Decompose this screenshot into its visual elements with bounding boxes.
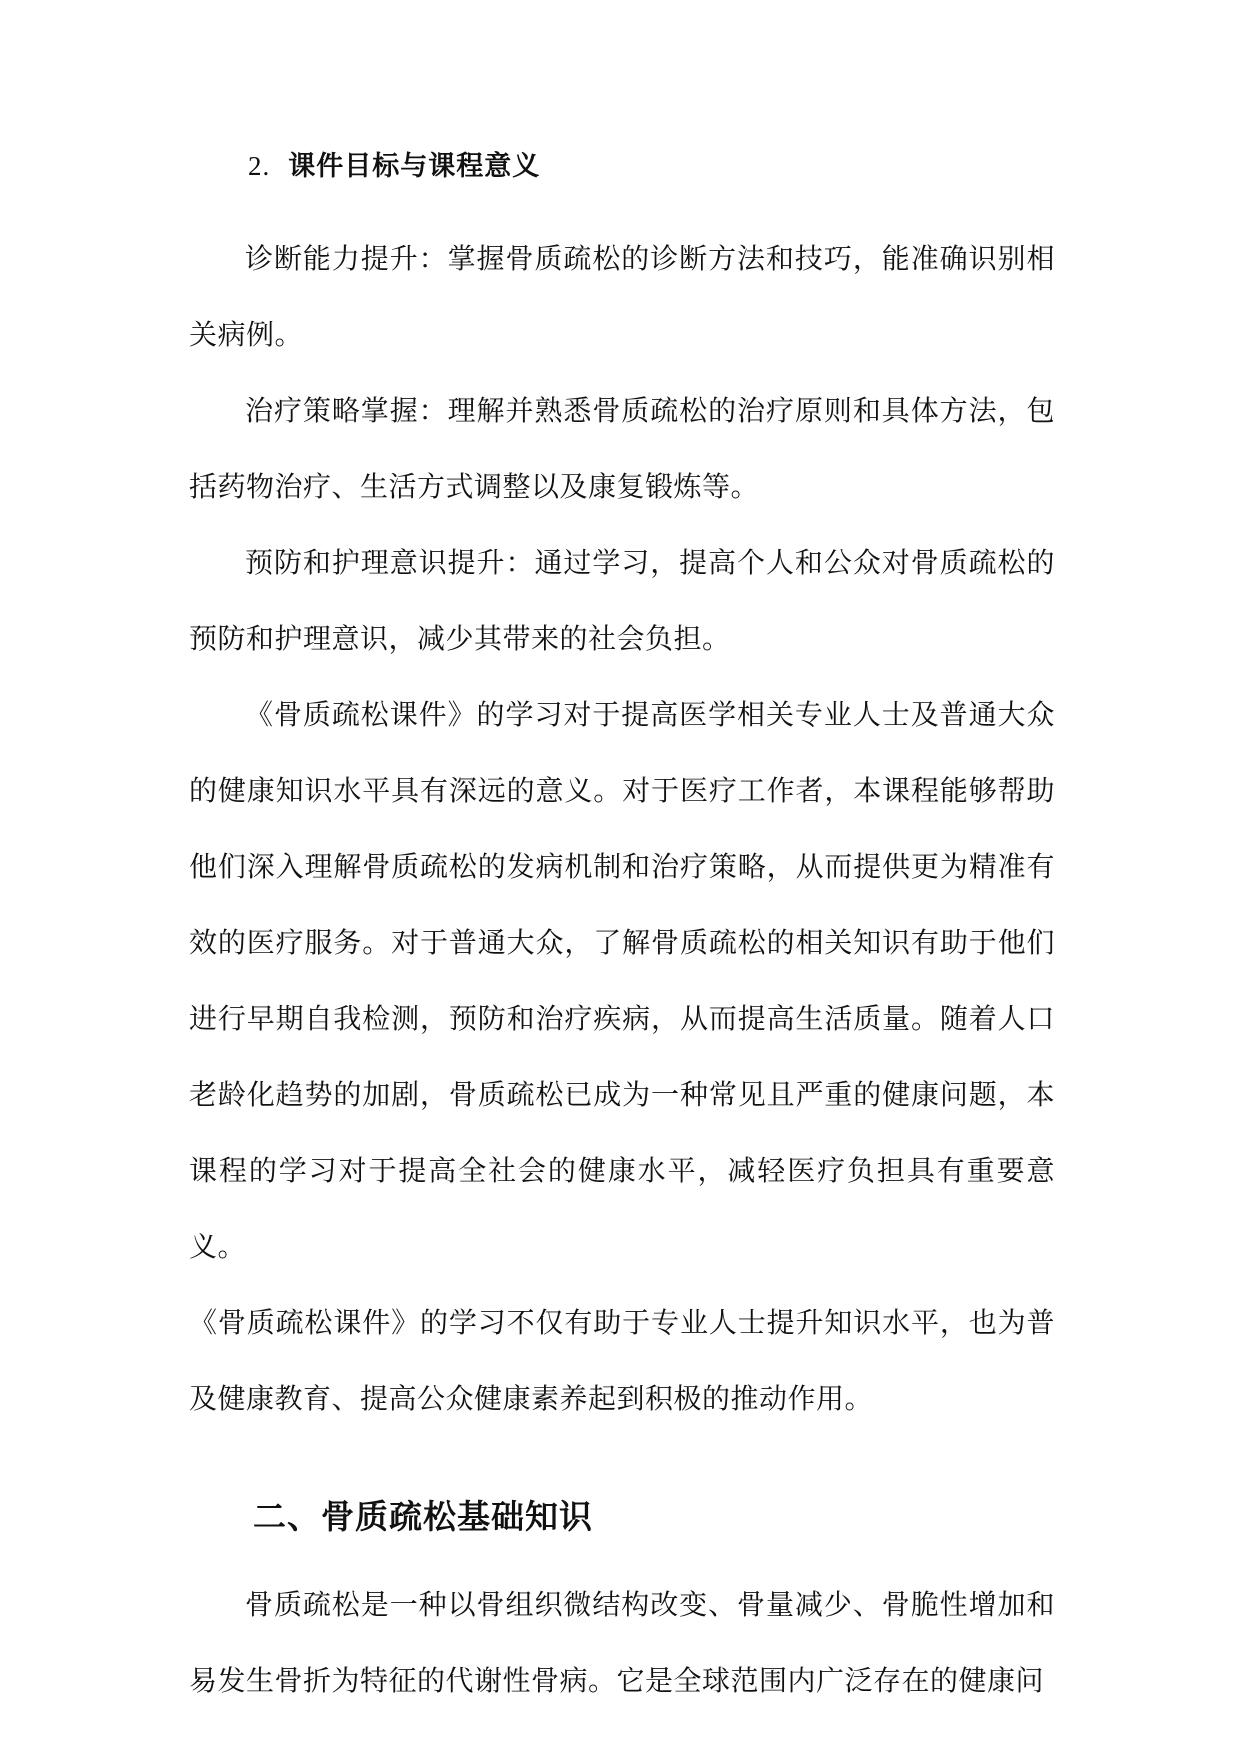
paragraph-prevention: 预防和护理意识提升：通过学习，提高个人和公众对骨质疏松的预防和护理意识，减少其带来的社会负担。: [189, 546, 1055, 655]
section-title: 课件目标与课程意义: [288, 151, 541, 182]
paragraph-osteoporosis-definition: 骨质疏松是一种以骨组织微结构改变、骨量减少、骨脆性增加和易发生骨折为特征的代谢性骨病。它是全球范围内广泛存在的健康问: [189, 1588, 1055, 1697]
paragraph-diagnosis: 诊断能力提升：掌握骨质疏松的诊断方法和技巧，能准确识别相关病例。: [189, 242, 1055, 351]
paragraph-conclusion: 《骨质疏松课件》的学习不仅有助于专业人士提升知识水平，也为普及健康教育、提高公众健康素养起到积极的推动作用。: [189, 1306, 1055, 1415]
paragraph-treatment: 治疗策略掌握：理解并熟悉骨质疏松的治疗原则和具体方法，包括药物治疗、生活方式调整以及康复锻炼等。: [189, 394, 1055, 503]
page-content: [189, 140, 1055, 1719]
section-number: 2.: [248, 151, 271, 181]
paragraph-significance: 《骨质疏松课件》的学习对于提高医学相关专业人士及普通大众的健康知识水平具有深远的意义。对于医疗工作者，本课程能够帮助他们深入理解骨质疏松的发病机制和治疗策略，从而提供更为精准有效的医疗服务。对于普通大众，了解骨质疏松的相关知识有助于他们进行早期自我检测，预防和治疗疾病，从而提高生活质量。随着人口老龄化趋势的加剧，骨质疏松已成为一种常见且严重的健康问题，本课程的学习对于提高全社会的健康水平，减轻医疗负担具有重要意义。: [189, 698, 1055, 1263]
section-heading: [248, 140, 1055, 193]
chapter-heading: 二、骨质疏松基础知识: [253, 1497, 593, 1536]
